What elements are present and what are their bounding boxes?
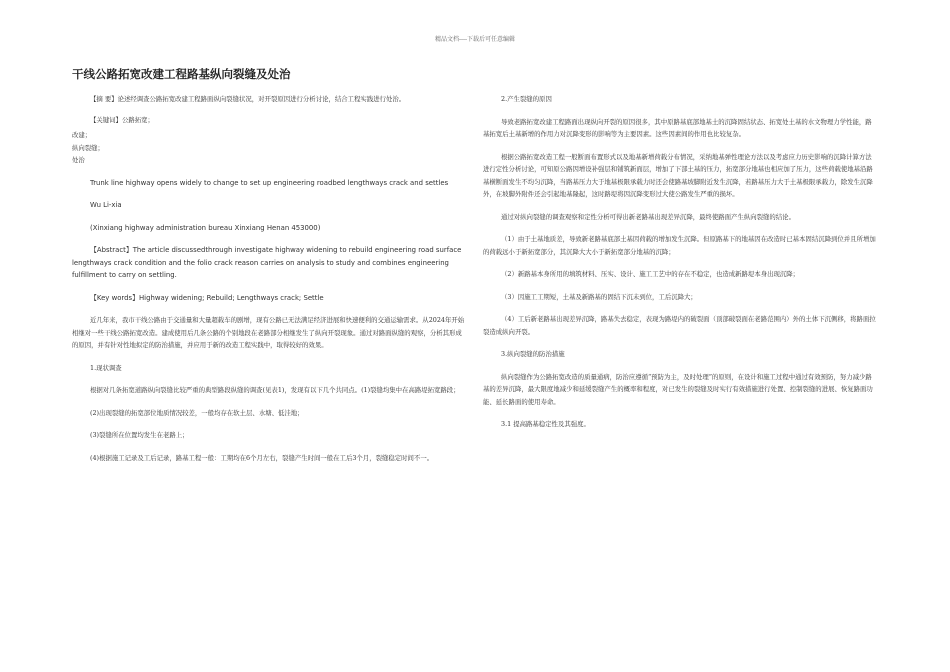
keyword-cn-1: 改建； [72,131,92,139]
keyword-cn-2: 纵向裂缝； [72,143,104,152]
left-column [72,93,467,464]
english-keywords: 【Key words】Highway widening; Rebuild; Lengthways crack; Settle [90,293,324,302]
section-1-paragraph-4: (4)根据施工记录及工后记录，路基工程一般：工期均在6个月左右，裂缝产生时间一般在工后3个月，裂缝稳定时间不一。 [90,453,434,462]
section-3-title: 3.纵向裂缝的防治措施 [501,350,565,358]
section-1-title: 1.现状调查 [90,363,122,372]
page-header: 精品文档----下载后可任意编辑 [434,36,516,43]
english-affiliation: (Xinxiang highway administration bureau Xinxiang Henan 453000) [90,223,321,232]
section-2-list-item-3: （3）因施工工期短，土基及新路基的固结下沉未到位，工后沉降大； [501,292,697,301]
section-2-list-item-4: （4）工后新老路基出现差异沉降，路基失去稳定，表现为路堤内的破裂面（顶部破裂面在老路范围内）外的土体下沉侧移，将路面拉裂造成纵向开裂。 [483,315,876,336]
section-1-paragraph-3: (3)裂缝所在位置均发生在老路上； [90,431,189,439]
section-2-list-item-2: （2）新路基本身所用的填筑材料、压实、设计、施工工艺中的存在不稳定，也造成新路堤本身出现沉降； [501,270,800,278]
section-3-paragraph-1: 纵向裂缝作为公路拓宽改造的质量通病，防治应遵循“预防为主，及时处理”的原则，在设计和施工过程中通过有效预防，努力减少路基的差异沉降，最大限度地减少和延缓裂缝产生的概率和程度，对已发生的裂缝及时实行有效措施进行处置、控制裂缝的进展、恢复路面功能、延长路面的使用寿命。 [483,372,873,406]
abstract-cn: 【摘 要】论述经调查公路拓宽改建工程路面纵向裂缝状况，对开裂原因进行分析讨论，结合工程实践进行处治。 [90,95,406,103]
article-title: 干线公路拓宽改建工程路基纵向裂缝及处治 [72,67,291,81]
section-2-paragraph-2: 根据公路拓宽改造工程一般断面布置形式以及地基新增荷载分布情况，采纳地基弹性理论方法以及考虑应力历史影响的沉降计算方法进行定性分析讨论，可知原公路因增设补强层和铺筑新面层，增加了下部土基的压力，拓宽部分地基也相应加了压力，这些荷载使地基沿路基横断面发生不均匀沉降，当路基压力大于地基极限承载力时还会使路基坡脚附近发生沉降，若路基压力大于土基极限承载力，除发生沉降外，在坡脚外附件还会引起地基隆起，这时路堤将因沉降变形过大使公路发生严重的损坏。 [483,152,873,198]
section-1-paragraph-1: 根据对几条拓宽道路纵向裂缝比较严重的典型路段纵缝的调查(见表1)，发现有以下几个共同点。(1)裂缝均集中在高路堤拓宽路段； [90,386,460,394]
section-1-paragraph-2: (2)出现裂缝的拓宽部位地质情况较差，一般均存在软土层、水塘、低洼地； [90,408,304,417]
keywords-cn-label: 【关键词】公路拓宽； [90,115,154,124]
section-2-title: 2.产生裂缝的原因 [501,95,552,103]
intro-paragraph: 近几年来，我市干线公路由于交通量和大量超载车的剧增，现有公路已无法满足经济进展和快速便利的交通运输需求。从2024年开始相继对一些干线公路拓宽改造。建成使用后几条公路的个别地段在老路部分相继发生了纵向开裂现象。通过对路面纵缝的观察，分析其形成的原因，并有针对性地拟定的防治措施，并应用于新的改造工程实践中，取得较好的效果。 [72,316,465,349]
english-author: Wu Li-xia [90,201,122,209]
english-title: Trunk line highway opens widely to change to set up engineering roadbed lengthways crack and settles [90,178,449,187]
section-2-paragraph-1: 导致老路拓宽改建工程路面出现纵向开裂的原因很多，其中原路基底部地基土的沉降固结状态、拓宽处土基的水文物理力学性能，路基拓宽后土基新增的作用力对沉降变形的影响等为主要因素。这些因素间的作用也比较复杂。 [483,117,872,138]
english-abstract: 【Abstract】The article discussedthrough investigate highway widening to rebuild engineering road surface lengthways crack condition and the folio crack reason carries on analysis to study and combines engineering fulfillment to carry on settling. [72,246,462,279]
keyword-cn-3: 处治 [72,156,85,164]
right-column [483,93,878,431]
section-2-paragraph-3: 通过对纵向裂缝的调查观察和定性分析可得出新老路基出现差异沉降，最终使路面产生纵向裂缝的结论。 [501,212,795,221]
section-3-1-title: 3.1 提高路基稳定性及其强度。 [501,420,590,428]
section-2-list-item-1: （1）由于土基地质差，导致新老路基底部土基因荷载的增加发生沉降。但原路基下的地基因在改造时已基本固结沉降到位并且所增加的荷载远小于新拓宽部分，其沉降大大小于新拓宽部分地基的沉降； [483,235,876,256]
